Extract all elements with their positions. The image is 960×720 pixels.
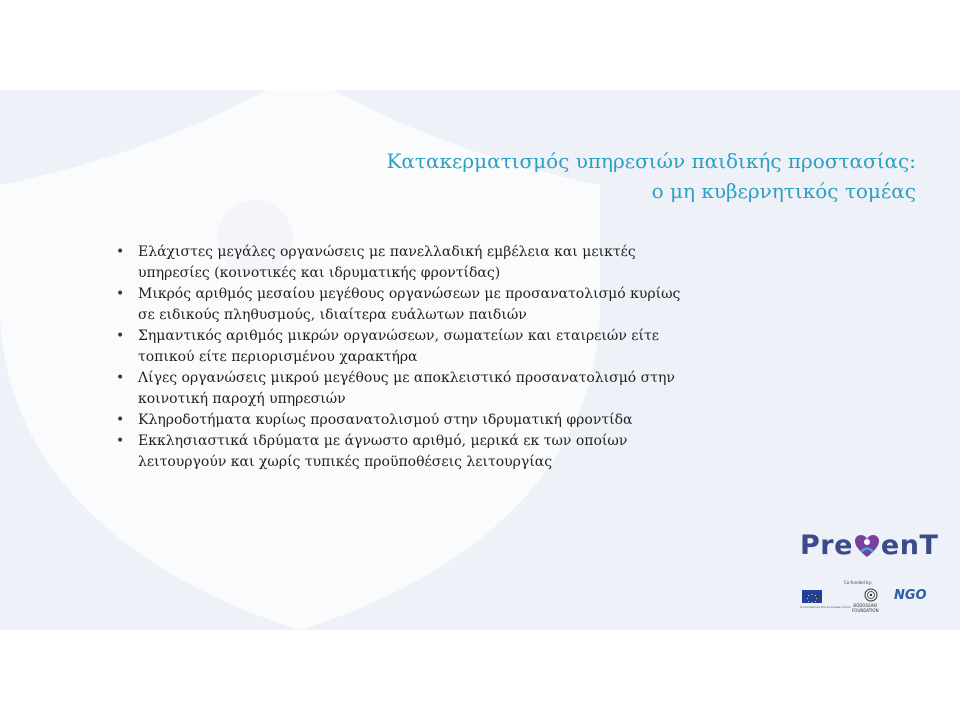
- slide: [0, 90, 960, 630]
- list-item-line-2: σε ειδικούς πληθυσμούς, ιδιαίτερα ευάλωτων παιδιών: [138, 307, 527, 323]
- list-item: [112, 326, 802, 368]
- logo-text-end: enT: [880, 530, 939, 561]
- title-line-1: Κατακερματισμός υπηρεσιών παιδικής προστασίας:: [386, 149, 916, 173]
- list-item: [112, 368, 802, 410]
- list-item: [112, 242, 802, 284]
- heart-person-icon: [854, 533, 880, 559]
- bullet-icon: •: [116, 433, 125, 449]
- logo-text-start: Pre: [800, 530, 853, 561]
- cofunded-label: Co-funded by:: [844, 580, 873, 585]
- bullet-icon: •: [116, 244, 125, 260]
- prevent-logo: [800, 530, 938, 561]
- bullet-icon: •: [116, 286, 125, 302]
- ngo-logo: NGO: [894, 588, 927, 603]
- list-item: [112, 410, 802, 431]
- bullet-icon: •: [116, 412, 125, 428]
- list-item-line-2: υπηρεσίες (κοινοτικές και ιδρυματικής φροντίδας): [138, 265, 501, 281]
- list-item-line-2: κοινοτική παροχή υπηρεσιών: [138, 391, 346, 407]
- list-item-line-1: Σημαντικός αριθμός μικρών οργανώσεων, σωματείων και εταιρειών είτε: [138, 328, 660, 344]
- list-item-line-1: Μικρός αριθμός μεσαίου μεγέθους οργανώσεων με προσανατολισμό κυρίως: [138, 286, 681, 302]
- list-item-line-1: Ελάχιστες μεγάλες οργανώσεις με πανελλαδική εμβέλεια και μεικτές: [138, 244, 636, 260]
- list-item-line-2: λειτουργούν και χωρίς τυπικές προϋποθέσεις λειτουργίας: [138, 454, 553, 470]
- title-line-2: ο μη κυβερνητικός τομέας: [651, 179, 916, 203]
- list-item: [112, 284, 802, 326]
- list-item-line-2: τοπικού είτε περιορισμένου χαρακτήρα: [138, 349, 418, 365]
- bullet-icon: •: [116, 370, 125, 386]
- list-item-line-1: Λίγες οργανώσεις μικρού μεγέθους με αποκλειστικό προσανατολισμό στην: [138, 370, 675, 386]
- bullet-icon: •: [116, 328, 125, 344]
- eu-caption: Co-funded by the European Union: [800, 605, 851, 609]
- list-item: [112, 431, 802, 473]
- bullet-list: [112, 242, 802, 473]
- slide-title: [216, 146, 916, 206]
- list-item-line-1: Κληροδοτήματα κυρίως προσανατολισμού στην ιδρυματική φροντίδα: [138, 412, 633, 428]
- list-item-line-1: Εκκλησιαστικά ιδρύματα με άγνωστο αριθμό, μερικά εκ των οποίων: [138, 433, 628, 449]
- funders-strip: [800, 580, 932, 620]
- eu-flag-icon: [802, 590, 822, 603]
- bodossaki-emblem-icon: [864, 588, 878, 602]
- bodossaki-name: BODOSSAKI FOUNDATION: [852, 603, 879, 613]
